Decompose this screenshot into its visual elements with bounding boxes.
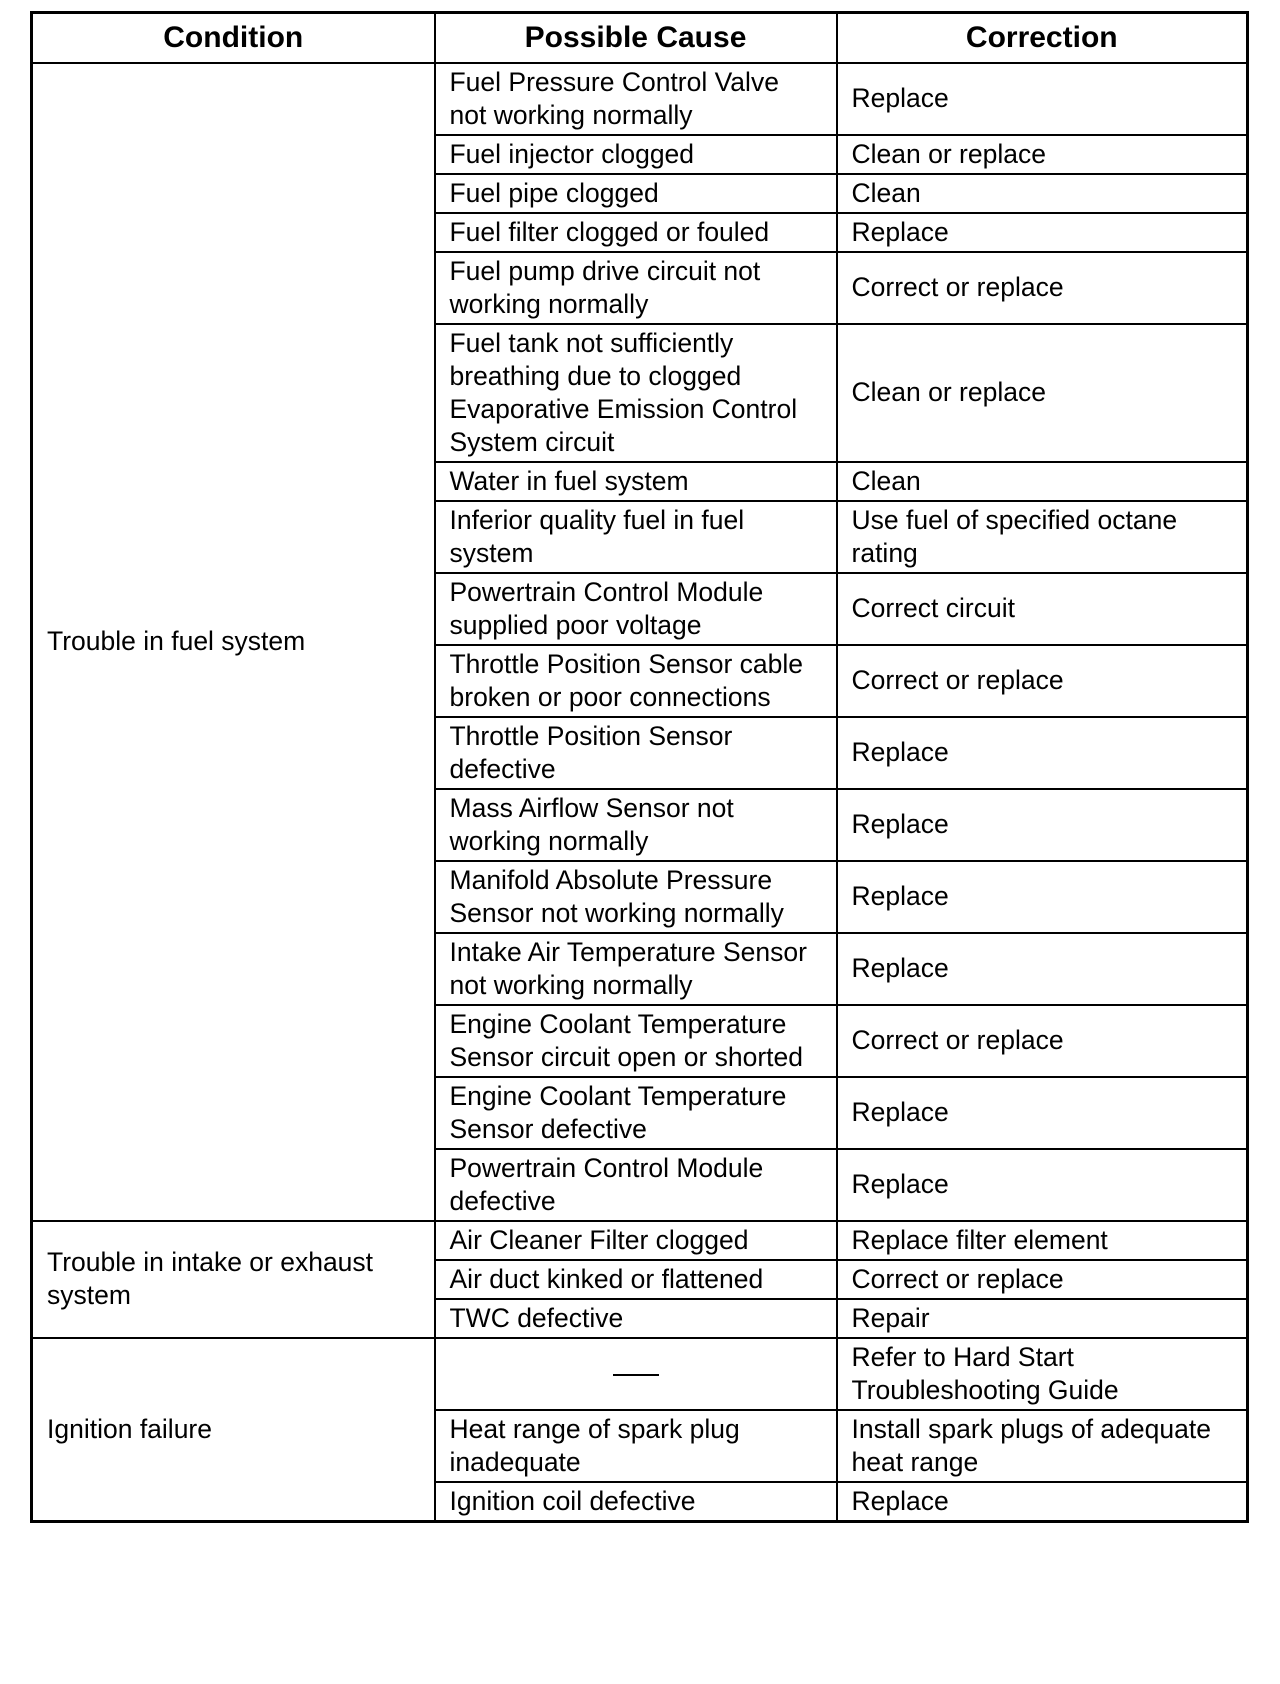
- header-possible-cause: Possible Cause: [435, 13, 837, 63]
- correction-cell: Install spark plugs of adequate heat range: [837, 1410, 1248, 1482]
- cause-cell: Air duct kinked or flattened: [435, 1260, 837, 1299]
- cause-cell: Fuel pump drive circuit not working normally: [435, 252, 837, 324]
- table-row: [32, 63, 1248, 135]
- cause-cell: Water in fuel system: [435, 462, 837, 501]
- cause-cell: Manifold Absolute Pressure Sensor not working normally: [435, 861, 837, 933]
- correction-cell: Replace: [837, 861, 1248, 933]
- correction-cell: Replace: [837, 63, 1248, 135]
- correction-cell: Replace: [837, 933, 1248, 1005]
- cause-cell: Mass Airflow Sensor not working normally: [435, 789, 837, 861]
- correction-cell: Refer to Hard Start Troubleshooting Guide: [837, 1338, 1248, 1410]
- condition-cell: Trouble in fuel system: [32, 63, 435, 1221]
- correction-cell: Clean: [837, 462, 1248, 501]
- correction-cell: Clean: [837, 174, 1248, 213]
- correction-cell: Replace filter element: [837, 1221, 1248, 1260]
- cause-cell: Throttle Position Sensor cable broken or poor connections: [435, 645, 837, 717]
- cause-cell: Throttle Position Sensor defective: [435, 717, 837, 789]
- correction-cell: Correct or replace: [837, 1260, 1248, 1299]
- header-correction: Correction: [837, 13, 1248, 63]
- correction-cell: Use fuel of specified octane rating: [837, 501, 1248, 573]
- correction-cell: Replace: [837, 717, 1248, 789]
- correction-cell: Correct or replace: [837, 1005, 1248, 1077]
- condition-cell: Trouble in intake or exhaust system: [32, 1221, 435, 1338]
- cause-cell: Fuel tank not sufficiently breathing due to clogged Evaporative Emission Control System circuit: [435, 324, 837, 462]
- troubleshooting-table: [30, 11, 1249, 1523]
- header-condition: Condition: [32, 13, 435, 63]
- correction-cell: Replace: [837, 1077, 1248, 1149]
- cause-cell: Engine Coolant Temperature Sensor defective: [435, 1077, 837, 1149]
- cause-cell: TWC defective: [435, 1299, 837, 1338]
- cause-cell: Ignition coil defective: [435, 1482, 837, 1522]
- cause-cell: Engine Coolant Temperature Sensor circuit open or shorted: [435, 1005, 837, 1077]
- cause-cell-empty: [435, 1338, 837, 1410]
- correction-cell: Replace: [837, 1149, 1248, 1221]
- correction-cell: Correct or replace: [837, 645, 1248, 717]
- cause-cell: Fuel filter clogged or fouled: [435, 213, 837, 252]
- cause-cell: Fuel injector clogged: [435, 135, 837, 174]
- cause-cell: Inferior quality fuel in fuel system: [435, 501, 837, 573]
- cause-cell: Air Cleaner Filter clogged: [435, 1221, 837, 1260]
- correction-cell: Clean or replace: [837, 135, 1248, 174]
- cause-cell: Heat range of spark plug inadequate: [435, 1410, 837, 1482]
- correction-cell: Replace: [837, 789, 1248, 861]
- condition-cell: Ignition failure: [32, 1338, 435, 1522]
- correction-cell: Clean or replace: [837, 324, 1248, 462]
- cause-cell: Powertrain Control Module supplied poor voltage: [435, 573, 837, 645]
- correction-cell: Correct circuit: [837, 573, 1248, 645]
- correction-cell: Replace: [837, 1482, 1248, 1522]
- correction-cell: Replace: [837, 213, 1248, 252]
- header-row: [32, 13, 1248, 63]
- correction-cell: Correct or replace: [837, 252, 1248, 324]
- table-row: [32, 1338, 1248, 1410]
- cause-cell: Fuel Pressure Control Valve not working normally: [435, 63, 837, 135]
- cause-cell: Fuel pipe clogged: [435, 174, 837, 213]
- table-row: [32, 1221, 1248, 1260]
- correction-cell: Repair: [837, 1299, 1248, 1338]
- cause-cell: Intake Air Temperature Sensor not working normally: [435, 933, 837, 1005]
- cause-cell: Powertrain Control Module defective: [435, 1149, 837, 1221]
- dash-mark: [613, 1374, 659, 1376]
